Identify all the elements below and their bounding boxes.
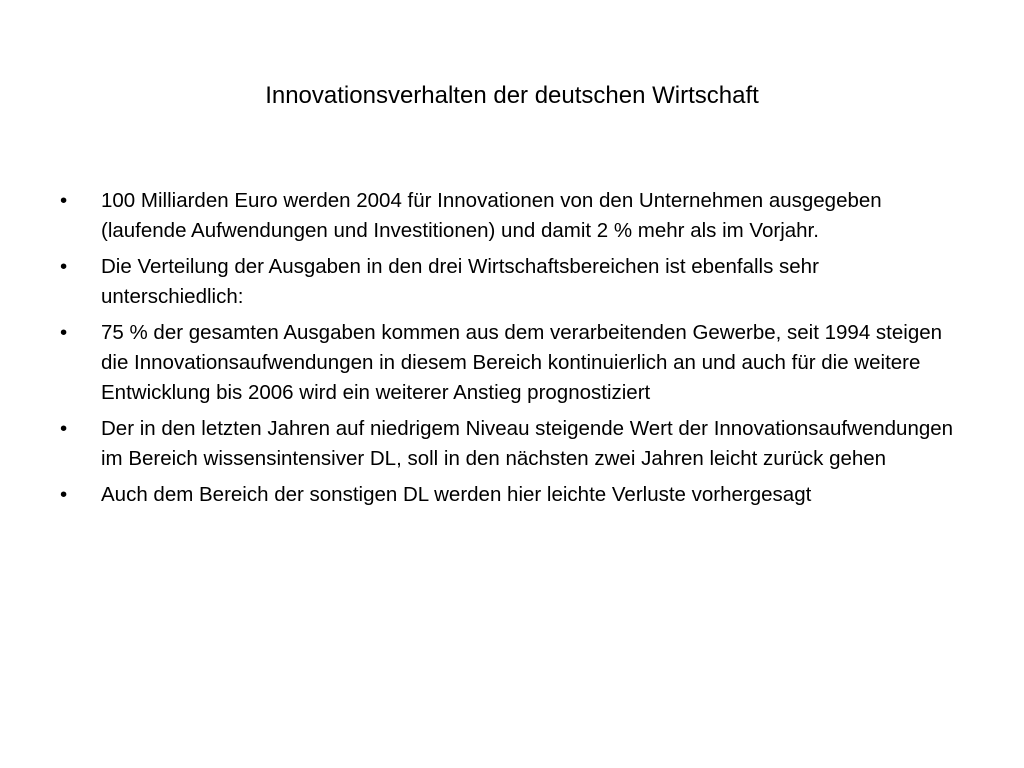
bullet-text: 75 % der gesamten Ausgaben kommen aus dem verarbeitenden Gewerbe, seit 1994 steigen die Innovationsaufwendungen in diesem Bereich kontinuierlich an und auch für die weitere Entwicklung bis 2006 wird ein weiterer Anstieg prognostiziert — [101, 321, 943, 404]
bullet-icon: • — [60, 321, 68, 344]
bullet-item — [60, 414, 960, 474]
bullet-icon: • — [60, 255, 68, 278]
bullet-item — [60, 318, 960, 408]
bullet-item — [60, 480, 960, 510]
bullet-list — [60, 186, 960, 516]
bullet-text: Auch dem Bereich der sonstigen DL werden hier leichte Verluste vorhergesagt — [101, 483, 812, 506]
bullet-icon: • — [60, 189, 68, 212]
bullet-icon: • — [60, 483, 68, 506]
bullet-item — [60, 186, 960, 246]
bullet-text: Die Verteilung der Ausgaben in den drei Wirtschaftsbereichen ist ebenfalls sehr unterschiedlich: — [101, 255, 819, 308]
slide-title: Innovationsverhalten der deutschen Wirtschaft — [265, 82, 759, 109]
bullet-icon: • — [60, 417, 68, 440]
bullet-text: Der in den letzten Jahren auf niedrigem Niveau steigende Wert der Innovationsaufwendungen im Bereich wissensintensiver DL, soll in den nächsten zwei Jahren leicht zurück gehen — [101, 417, 954, 470]
bullet-text: 100 Milliarden Euro werden 2004 für Innovationen von den Unternehmen ausgegeben (laufende Aufwendungen und Investitionen) und damit 2 % mehr als im Vorjahr. — [101, 189, 882, 242]
bullet-item — [60, 252, 960, 312]
